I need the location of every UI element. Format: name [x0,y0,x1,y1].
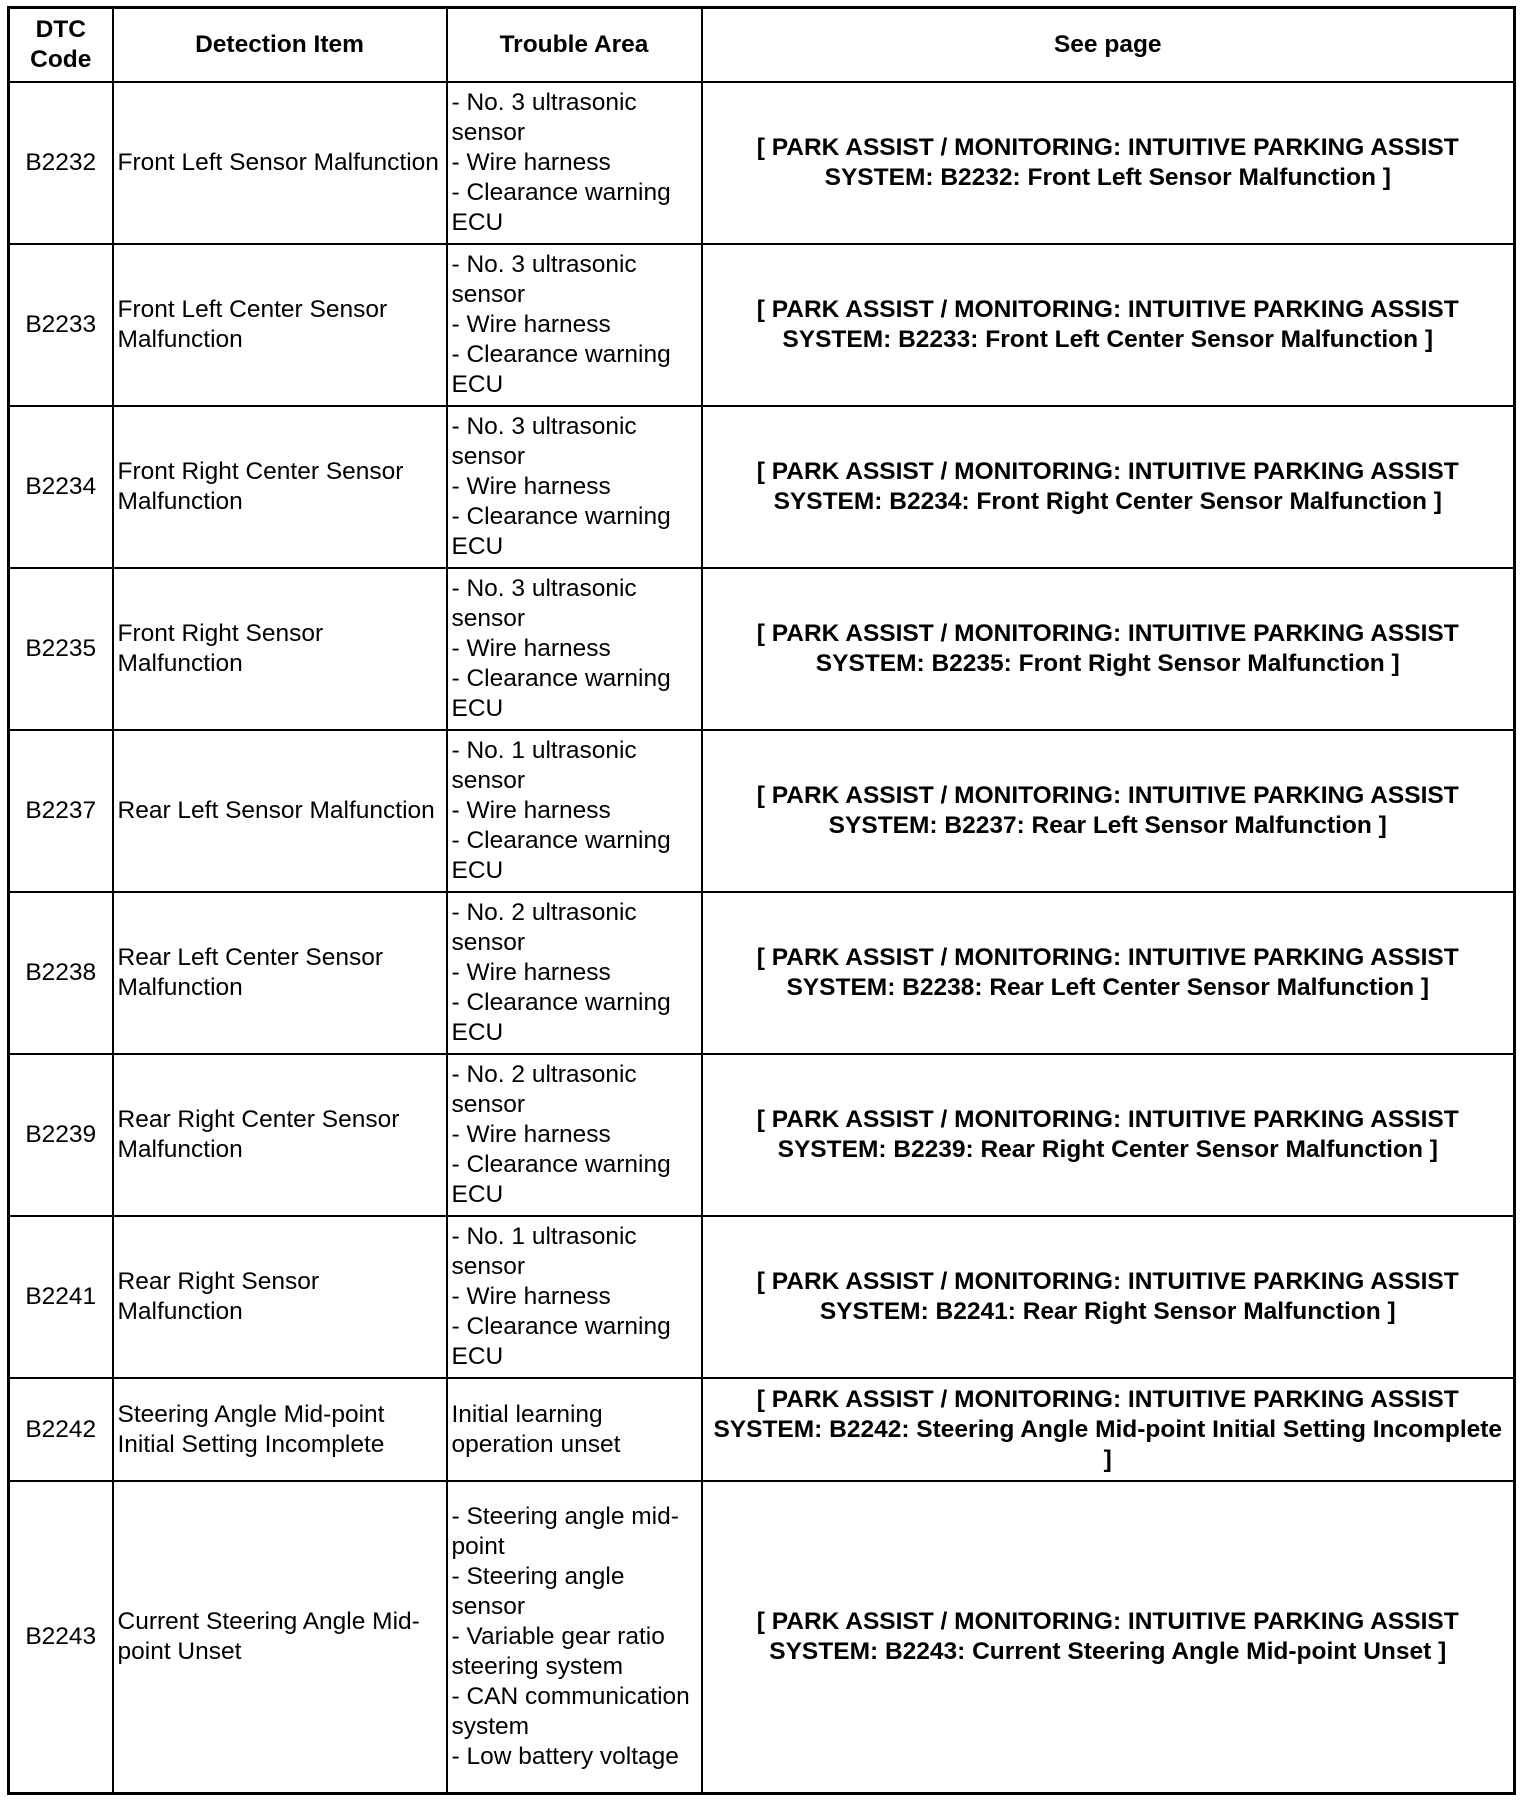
table-row [9,1378,1515,1481]
table-row [9,406,1515,568]
trouble-area-entry: - Wire harness [451,1121,611,1148]
table-body [9,82,1515,1794]
see-page-link[interactable]: [ PARK ASSIST / MONITORING: INTUITIVE PARKING ASSIST SYSTEM: B2241: Rear Right Sensor Malfunction ] [702,1216,1515,1378]
dtc-code-cell: B2242 [9,1378,113,1481]
trouble-area-entry: - Clearance warning ECU [451,341,671,398]
dtc-code-cell: B2235 [9,568,113,730]
table-row [9,892,1515,1054]
table-row [9,568,1515,730]
trouble-area-entry: - Clearance warning ECU [451,989,671,1046]
detection-item-cell: Front Right Center Sensor Malfunction [113,406,447,568]
trouble-area-entry: - Wire harness [451,797,611,824]
see-page-link[interactable]: [ PARK ASSIST / MONITORING: INTUITIVE PARKING ASSIST SYSTEM: B2232: Front Left Sensor Malfunction ] [702,82,1515,244]
dtc-code-cell: B2232 [9,82,113,244]
trouble-area-entry: - Variable gear ratio steering system [451,1623,665,1680]
trouble-area-cell [447,1216,702,1378]
trouble-area-entry: Initial learning operation unset [451,1400,621,1458]
dtc-code-cell: B2234 [9,406,113,568]
trouble-area-entry: - Steering angle sensor [451,1563,625,1620]
trouble-area-entry: - Wire harness [451,473,611,500]
detection-item-cell: Rear Right Sensor Malfunction [113,1216,447,1378]
dtc-code-cell: B2233 [9,244,113,406]
trouble-area-cell [447,406,702,568]
header-row [9,8,1515,83]
trouble-area-entry: - No. 2 ultrasonic sensor [451,1061,637,1118]
trouble-area-cell [447,82,702,244]
dtc-table [7,6,1516,1795]
trouble-area-entry: - Low battery voltage [451,1743,679,1770]
trouble-area-entry: - Steering angle mid-point [451,1503,679,1560]
trouble-area-cell [447,1378,702,1481]
detection-item-cell: Rear Right Center Sensor Malfunction [113,1054,447,1216]
table-row [9,1054,1515,1216]
detection-item-cell: Rear Left Sensor Malfunction [113,730,447,892]
dtc-code-cell: B2237 [9,730,113,892]
table-row [9,1481,1515,1794]
detection-item-cell: Steering Angle Mid-point Initial Setting Incomplete [113,1378,447,1481]
see-page-link[interactable]: [ PARK ASSIST / MONITORING: INTUITIVE PARKING ASSIST SYSTEM: B2243: Current Steering Angle Mid-point Unset ] [702,1481,1515,1794]
trouble-area-entry: - Wire harness [451,635,611,662]
table-row [9,1216,1515,1378]
trouble-area-cell [447,568,702,730]
trouble-area-cell [447,244,702,406]
detection-item-cell: Current Steering Angle Mid-point Unset [113,1481,447,1794]
table-row [9,244,1515,406]
trouble-area-entry: - CAN communication system [451,1683,690,1740]
dtc-code-cell: B2243 [9,1481,113,1794]
trouble-area-entry: - Clearance warning ECU [451,179,671,236]
see-page-link[interactable]: [ PARK ASSIST / MONITORING: INTUITIVE PARKING ASSIST SYSTEM: B2234: Front Right Center Sensor Malfunction ] [702,406,1515,568]
detection-item-cell: Front Right Sensor Malfunction [113,568,447,730]
trouble-area-entry: - No. 3 ultrasonic sensor [451,575,637,632]
dtc-code-cell: B2239 [9,1054,113,1216]
header-detection-item: Detection Item [113,8,447,83]
trouble-area-entry: - No. 1 ultrasonic sensor [451,737,637,794]
header-dtc-code: DTC Code [9,8,113,83]
trouble-area-entry: - Clearance warning ECU [451,503,671,560]
see-page-link[interactable]: [ PARK ASSIST / MONITORING: INTUITIVE PARKING ASSIST SYSTEM: B2242: Steering Angle Mid-point Initial Setting Incomplete ] [702,1378,1515,1481]
trouble-area-entry: - Wire harness [451,1283,611,1310]
trouble-area-entry: - No. 3 ultrasonic sensor [451,413,637,470]
dtc-code-cell: B2241 [9,1216,113,1378]
trouble-area-entry: - No. 3 ultrasonic sensor [451,89,637,146]
see-page-link[interactable]: [ PARK ASSIST / MONITORING: INTUITIVE PARKING ASSIST SYSTEM: B2239: Rear Right Center Sensor Malfunction ] [702,1054,1515,1216]
header-trouble-area: Trouble Area [447,8,702,83]
trouble-area-entry: - Clearance warning ECU [451,1313,671,1370]
trouble-area-entry: - Wire harness [451,959,611,986]
trouble-area-entry: - Clearance warning ECU [451,1151,671,1208]
detection-item-cell: Front Left Sensor Malfunction [113,82,447,244]
see-page-link[interactable]: [ PARK ASSIST / MONITORING: INTUITIVE PARKING ASSIST SYSTEM: B2233: Front Left Center Sensor Malfunction ] [702,244,1515,406]
detection-item-cell: Front Left Center Sensor Malfunction [113,244,447,406]
see-page-link[interactable]: [ PARK ASSIST / MONITORING: INTUITIVE PARKING ASSIST SYSTEM: B2235: Front Right Sensor Malfunction ] [702,568,1515,730]
trouble-area-entry: - No. 1 ultrasonic sensor [451,1223,637,1280]
trouble-area-entry: - Wire harness [451,311,611,338]
trouble-area-cell [447,730,702,892]
detection-item-cell: Rear Left Center Sensor Malfunction [113,892,447,1054]
trouble-area-cell [447,1481,702,1794]
dtc-code-cell: B2238 [9,892,113,1054]
trouble-area-cell [447,1054,702,1216]
table-row [9,730,1515,892]
trouble-area-entry: - No. 2 ultrasonic sensor [451,899,637,956]
trouble-area-entry: - No. 3 ultrasonic sensor [451,251,637,308]
trouble-area-entry: - Wire harness [451,149,611,176]
see-page-link[interactable]: [ PARK ASSIST / MONITORING: INTUITIVE PARKING ASSIST SYSTEM: B2238: Rear Left Center Sensor Malfunction ] [702,892,1515,1054]
trouble-area-entry: - Clearance warning ECU [451,827,671,884]
table-row [9,82,1515,244]
trouble-area-cell [447,892,702,1054]
see-page-link[interactable]: [ PARK ASSIST / MONITORING: INTUITIVE PARKING ASSIST SYSTEM: B2237: Rear Left Sensor Malfunction ] [702,730,1515,892]
trouble-area-entry: - Clearance warning ECU [451,665,671,722]
header-see-page: See page [702,8,1515,83]
